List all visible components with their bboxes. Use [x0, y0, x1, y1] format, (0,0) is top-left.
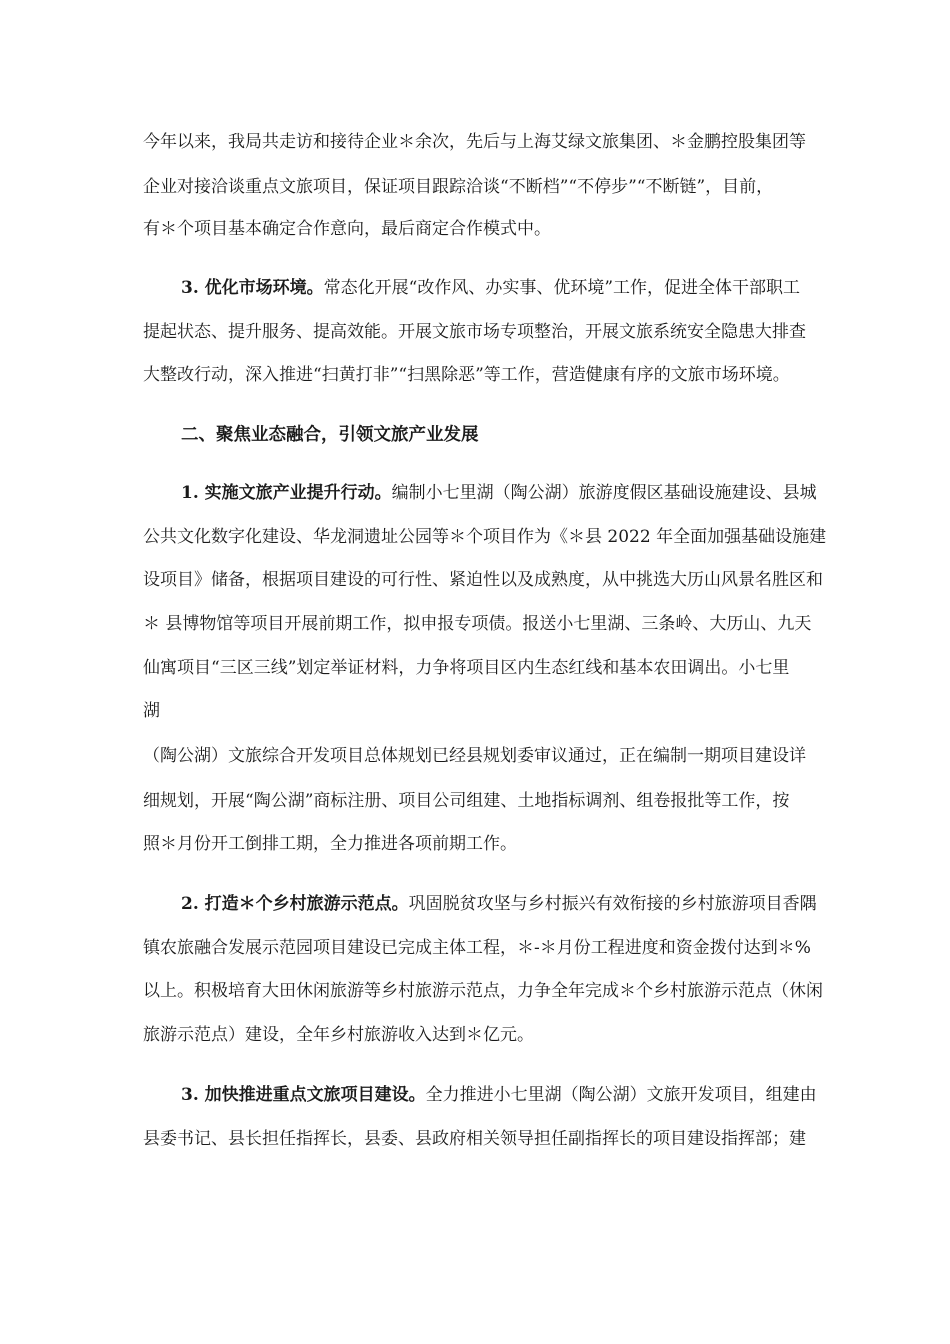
- p2-line1: [181, 277, 800, 299]
- p2-title: 3. 优化市场环境。: [181, 278, 324, 298]
- p3-line1: [181, 482, 817, 504]
- p5-line2: 县委书记、县长担任指挥长，县委、县政府相关领导担任副指挥长的项目建设指挥部；建: [143, 1129, 806, 1149]
- p3-title: 1. 实施文旅产业提升行动。: [181, 483, 392, 503]
- p1-line2: 企业对接洽谈重点文旅项目，保证项目跟踪洽谈“不断档”“不停步”“不断链”，目前，: [143, 177, 774, 197]
- p3-line4: ＊ 县博物馆等项目开展前期工作，拟申报专项债。报送小七里湖、三条岭、大历山、九天: [143, 614, 812, 634]
- p5-title: 3. 加快推进重点文旅项目建设。: [181, 1085, 426, 1105]
- p3-line7: （陶公湖）文旅综合开发项目总体规划已经县规划委审议通过，正在编制一期项目建设详: [143, 746, 806, 766]
- p2-line3: 大整改行动，深入推进“扫黄打非”“扫黑除恶”等工作，营造健康有序的文旅市场环境。: [143, 365, 790, 385]
- p3-line8: 细规划，开展“陶公湖”商标注册、项目公司组建、土地指标调剂、组卷报批等工作，按: [143, 791, 790, 811]
- p4-line2: 镇农旅融合发展示范园项目建设已完成主体工程，＊-＊月份工程进度和资金拨付达到＊%: [143, 938, 811, 958]
- p3-line5: 仙寓项目“三区三线”划定举证材料，力争将项目区内生态红线和基本农田调出。小七里: [143, 658, 790, 678]
- p3-line3: 设项目》储备，根据项目建设的可行性、紧迫性以及成熟度，从中挑选大历山风景名胜区和: [143, 570, 823, 590]
- p3-line9: 照＊月份开工倒排工期，全力推进各项前期工作。: [143, 834, 517, 854]
- p4-line4: 旅游示范点）建设，全年乡村旅游收入达到＊亿元。: [143, 1025, 534, 1045]
- section-heading: 二、聚焦业态融合，引领文旅产业发展: [181, 425, 479, 445]
- p1-line3: 有＊个项目基本确定合作意向，最后商定合作模式中。: [143, 219, 551, 239]
- p3-line1-text: 编制小七里湖（陶公湖）旅游度假区基础设施建设、县城: [391, 483, 817, 503]
- p3-line2: 公共文化数字化建设、华龙洞遗址公园等＊个项目作为《＊县 2022 年全面加强基础设施建: [143, 527, 827, 547]
- p5-line1-text: 全力推进小七里湖（陶公湖）文旅开发项目，组建由: [425, 1085, 817, 1105]
- p4-line1: [181, 893, 817, 915]
- p5-line1: [181, 1084, 817, 1106]
- p2-line1-text: 常态化开展“改作风、办实事、优环境”工作，促进全体干部职工: [323, 278, 801, 298]
- p3-line6: 湖: [143, 701, 160, 721]
- p4-line1-text: 巩固脱贫攻坚与乡村振兴有效衔接的乡村旅游项目香隅: [408, 894, 817, 914]
- p2-line2: 提起状态、提升服务、提高效能。开展文旅市场专项整治，开展文旅系统安全隐患大排查: [143, 322, 806, 342]
- p4-title: 2. 打造＊个乡村旅游示范点。: [181, 894, 409, 914]
- p4-line3: 以上。积极培育大田休闲旅游等乡村旅游示范点，力争全年完成＊个乡村旅游示范点（休闲: [143, 981, 823, 1001]
- p1-line1: 今年以来，我局共走访和接待企业＊余次，先后与上海艾绿文旅集团、＊金鹏控股集团等: [143, 132, 806, 152]
